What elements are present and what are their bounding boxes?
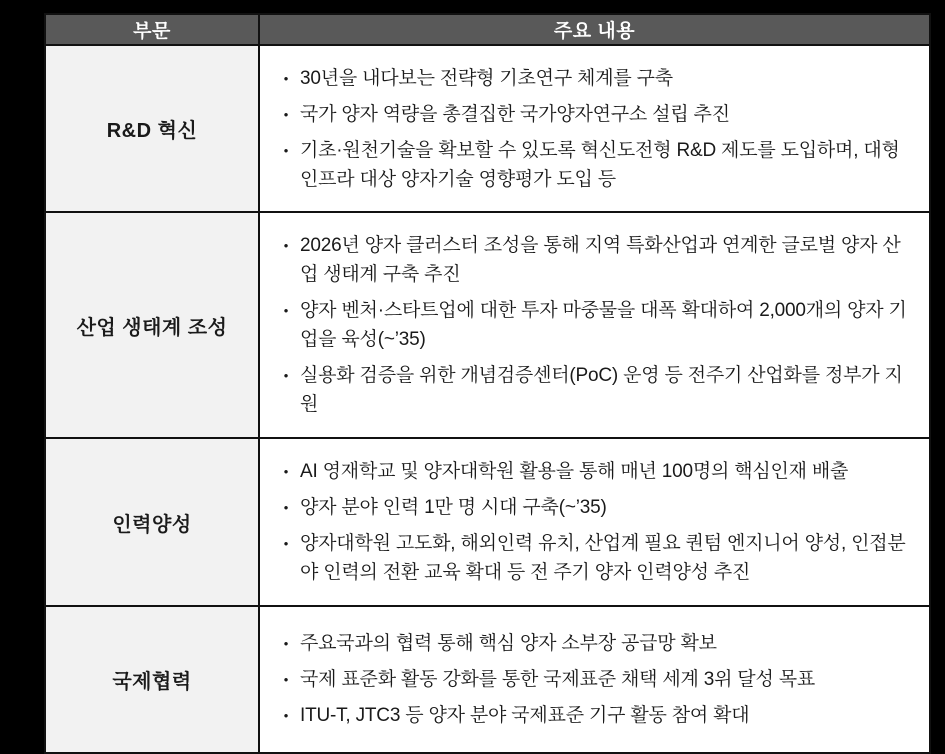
bullet-text: 국제 표준화 활동 강화를 통한 국제표준 채택 세계 3위 달성 목표 <box>300 669 816 690</box>
bullet-icon: • <box>283 142 289 158</box>
table-row <box>45 212 930 438</box>
bullet-icon: • <box>283 500 289 515</box>
bullet-icon: • <box>283 106 289 122</box>
list-item <box>272 296 907 354</box>
header-row <box>45 14 930 45</box>
table-row <box>45 438 930 606</box>
summary-table <box>44 13 931 754</box>
list-item <box>272 629 907 658</box>
summary-table-container <box>44 13 931 754</box>
bullet-text: 기초·원천기술을 확보할 수 있도록 혁신도전형 R&D 제도를 도입하며, 대형 인프라 대상 양자기술 영향평가 도입 등 <box>300 139 900 190</box>
list-item <box>272 529 907 587</box>
content-cell-rnd <box>259 45 930 212</box>
content-cell-talent <box>259 438 930 606</box>
table-row <box>45 606 930 753</box>
bullet-icon: • <box>283 238 289 253</box>
content-cell-international <box>259 606 930 753</box>
bullet-text: 실용화 검증을 위한 개념검증센터(PoC) 운영 등 전주기 산업화를 정부가 지원 <box>300 365 903 415</box>
category-cell-international: 국제협력 <box>45 606 259 753</box>
bullet-icon: • <box>283 368 289 383</box>
category-cell-talent: 인력양성 <box>45 438 259 606</box>
bullet-text: 30년을 내다보는 전략형 기초연구 체계를 구축 <box>300 67 673 89</box>
header-content: 주요 내용 <box>259 14 930 45</box>
list-item <box>272 361 907 419</box>
bullet-text: 국가 양자 역량을 총결집한 국가양자연구소 설립 추진 <box>300 103 730 125</box>
bullet-text: 양자 분야 인력 1만 명 시대 구축(~’35) <box>300 497 607 518</box>
bullet-text: 양자대학원 고도화, 해외인력 유치, 산업계 필요 퀀텀 엔지니어 양성, 인접분야 인력의 전환 교육 확대 등 전 주기 양자 인력양성 추진 <box>300 533 906 583</box>
bullet-icon: • <box>283 672 289 687</box>
bullet-text: ITU-T, JTC3 등 양자 분야 국제표준 기구 활동 참여 확대 <box>300 705 750 726</box>
header-category: 부문 <box>45 14 259 45</box>
bullet-icon: • <box>283 464 289 479</box>
list-item <box>272 100 907 129</box>
list-item <box>272 457 907 486</box>
list-item <box>272 64 907 93</box>
category-cell-rnd: R&D 혁신 <box>45 45 259 212</box>
bullet-text: AI 영재학교 및 양자대학원 활용을 통해 매년 100명의 핵심인재 배출 <box>300 461 849 482</box>
bullet-icon: • <box>283 708 289 723</box>
list-item <box>272 493 907 522</box>
list-item <box>272 136 907 194</box>
bullet-icon: • <box>283 303 289 318</box>
bullet-text: 주요국과의 협력 통해 핵심 양자 소부장 공급망 확보 <box>300 633 717 654</box>
list-item <box>272 701 907 730</box>
content-cell-industry <box>259 212 930 438</box>
list-item <box>272 231 907 289</box>
bullet-icon: • <box>283 70 289 86</box>
list-item <box>272 665 907 694</box>
bullet-icon: • <box>283 536 289 551</box>
bullet-icon: • <box>283 636 289 651</box>
bullet-text: 2026년 양자 클러스터 조성을 통해 지역 특화산업과 연계한 글로벌 양자 산업 생태계 구축 추진 <box>300 235 901 285</box>
bullet-text: 양자 벤처·스타트업에 대한 투자 마중물을 대폭 확대하여 2,000개의 양자 기업을 육성(~’35) <box>300 300 907 350</box>
table-row <box>45 45 930 212</box>
category-cell-industry: 산업 생태계 조성 <box>45 212 259 438</box>
